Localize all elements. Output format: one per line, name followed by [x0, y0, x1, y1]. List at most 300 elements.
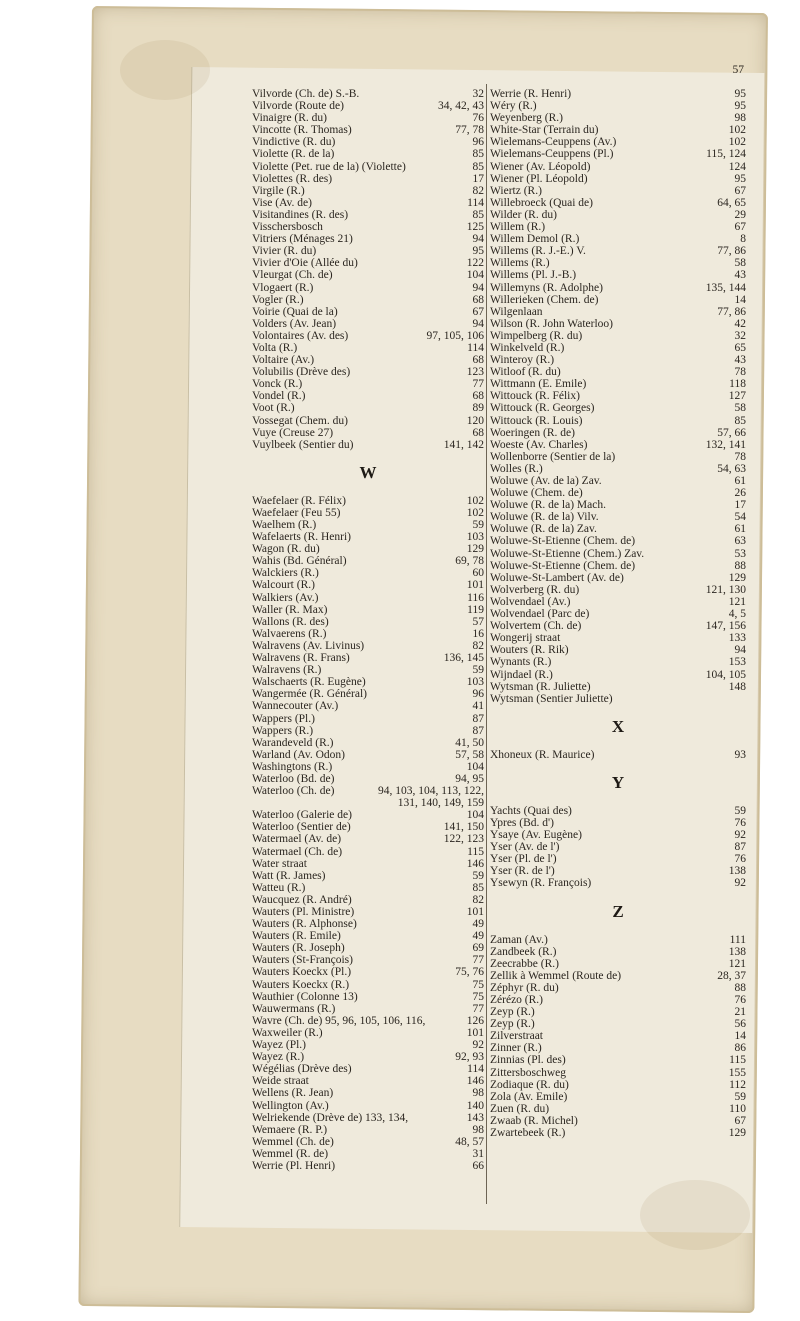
page-numbers: 16 [472, 627, 484, 640]
section-w-continued-list [490, 88, 746, 705]
street-name: Zeyp (R.) [490, 1018, 535, 1031]
street-name: Willem Demol (R.) [490, 233, 580, 246]
street-name: Wemmel (Ch. de) [252, 1135, 334, 1148]
street-name: Wilgenlaan [490, 305, 543, 318]
page-numbers: 98 [472, 1087, 484, 1100]
street-name: Vuye (Creuse 27) [252, 426, 334, 439]
index-entry [490, 257, 746, 269]
street-name: Waterloo (Bd. de) [252, 772, 335, 785]
street-name: Visitandines (R. des) [252, 208, 349, 221]
street-name: Woluwe (Chem. de) [490, 487, 583, 500]
street-name: Wafelaerts (R. Henri) [252, 531, 352, 544]
street-name: Zellik à Wemmel (Route de) [490, 969, 622, 982]
page-numbers: 8 [740, 233, 746, 246]
street-name: Wappers (Pl.) [252, 712, 315, 725]
street-name: Ysaye (Av. Eugène) [490, 829, 582, 842]
street-name: Violette (Pet. rue de la) (Violette) [252, 160, 406, 173]
street-name: Werrie (R. Henri) [490, 88, 572, 100]
index-entry [252, 604, 484, 616]
street-name: Violettes (R. des) [252, 172, 333, 185]
page-numbers: 94 [734, 644, 746, 657]
street-name: Woluwe-St-Etienne (Chem. de) [490, 535, 636, 548]
page-numbers: 97, 105, 106 [426, 329, 484, 342]
index-entry [252, 378, 484, 390]
page-numbers: 77 [472, 954, 484, 967]
street-name: Zeyp (R.) [490, 1006, 535, 1019]
page-numbers: 76 [734, 994, 746, 1006]
index-entry [252, 1075, 484, 1087]
street-name: Zittersboschweg [490, 1066, 567, 1079]
index-entry [252, 894, 484, 906]
page-numbers: 141, 150 [443, 821, 484, 834]
page-numbers: 114 [467, 1063, 484, 1076]
street-name: Wauters (R. Joseph) [252, 942, 345, 955]
page-numbers: 101 [466, 906, 484, 918]
page-numbers: 155 [728, 1066, 746, 1079]
index-entry [252, 773, 484, 785]
street-name: Virgile (R.) [252, 184, 305, 197]
index-entry [490, 535, 746, 547]
street-name: Wittmann (E. Emile) [490, 378, 587, 391]
index-entry [252, 282, 484, 294]
index-entry [252, 652, 484, 664]
page-numbers: 58 [734, 257, 746, 270]
paper-stain [120, 40, 210, 100]
index-entry [252, 112, 484, 124]
street-name: Ypres (Bd. d') [490, 816, 554, 829]
street-name: Waterloo (Ch. de) [252, 785, 335, 798]
street-name: Winteroy (R.) [490, 354, 555, 367]
page-numbers: 56 [734, 1018, 746, 1031]
page-numbers: 104 [466, 269, 484, 282]
index-entry [252, 761, 484, 773]
page-numbers: 102 [466, 494, 484, 507]
index-entry [490, 112, 746, 124]
page-numbers: 69, 78 [455, 555, 484, 568]
index-entry [252, 257, 484, 269]
page-numbers: 82 [472, 893, 484, 906]
street-name: Woluwe (Av. de la) Zav. [490, 475, 602, 487]
index-entry [490, 161, 746, 173]
index-entry [252, 507, 484, 519]
page-numbers: 121 [728, 595, 746, 608]
street-name: Vincotte (R. Thomas) [252, 124, 352, 137]
street-name: Wolvendael (Parc de) [490, 608, 590, 621]
street-name: Woeringen (R. de) [490, 426, 575, 439]
index-entry [252, 906, 484, 918]
page-numbers: 122 [466, 257, 484, 270]
street-name: Wemaere (R. P.) [252, 1123, 328, 1136]
street-name: Yser (Av. de l') [490, 841, 560, 854]
index-entry [490, 366, 746, 378]
index-entry [252, 124, 484, 136]
page-numbers: 82 [472, 639, 484, 652]
street-name: Woluwe (R. de la) Vilv. [490, 511, 599, 524]
street-name: Willerieken (Chem. de) [490, 293, 599, 306]
index-entry [490, 596, 746, 608]
page-numbers: 131, 140, 149, 159 [397, 797, 484, 810]
index-entry [252, 749, 484, 761]
index-entry [490, 294, 746, 306]
page-numbers: 57 [472, 615, 484, 628]
page-numbers: 94 [472, 281, 484, 294]
page-numbers: 102 [466, 506, 484, 519]
index-entry [252, 1112, 484, 1124]
index-entry [252, 1003, 484, 1015]
street-name: Vivier d'Oie (Allée du) [252, 257, 358, 270]
index-entry [490, 221, 746, 233]
page-numbers: 17 [472, 172, 484, 185]
index-entry [490, 197, 746, 209]
page-numbers: 60 [472, 567, 484, 580]
page-numbers: 136, 145 [443, 652, 484, 665]
street-name: Vondel (R.) [252, 390, 306, 403]
index-entry [490, 100, 746, 112]
page-numbers: 75 [472, 978, 484, 991]
page-numbers: 103 [466, 531, 484, 544]
page-numbers: 21 [734, 1006, 746, 1019]
index-entry [252, 713, 484, 725]
page-numbers: 125 [466, 221, 484, 234]
page-numbers: 103 [466, 676, 484, 689]
index-entry [490, 946, 746, 958]
index-entry [252, 737, 484, 749]
street-name: Waucquez (R. André) [252, 893, 352, 906]
street-name: Wollenborre (Sentier de la) [490, 450, 616, 463]
page-numbers: 61 [734, 475, 746, 487]
street-name: Wilder (R. du) [490, 208, 557, 221]
street-name: Zinner (R.) [490, 1042, 542, 1055]
street-name: Wannecouter (Av.) [252, 700, 339, 713]
page-numbers: 116 [467, 591, 484, 604]
index-entry [252, 942, 484, 954]
page-numbers: 153 [728, 656, 746, 669]
page-numbers: 129 [466, 543, 484, 556]
street-name: Walckiers (R.) [252, 567, 319, 580]
page-numbers: 101 [466, 1026, 484, 1039]
page-numbers: 85 [472, 148, 484, 161]
street-name: Voirie (Quai de la) [252, 305, 338, 318]
street-name: Wauters (R. Emile) [252, 930, 341, 943]
index-entry [252, 221, 484, 233]
index-entry [490, 817, 746, 829]
index-entry [490, 1115, 746, 1127]
street-name: Warland (Av. Odon) [252, 748, 345, 761]
top-page-number [714, 64, 744, 76]
index-entry [490, 439, 746, 451]
index-entry [490, 148, 746, 160]
page-numbers: 54, 63 [717, 462, 746, 475]
index-entry [252, 1136, 484, 1148]
street-name: Ysewyn (R. François) [490, 877, 592, 890]
street-name: Xhoneux (R. Maurice) [490, 748, 595, 761]
street-name: White-Star (Terrain du) [490, 124, 599, 137]
section-y-list [490, 805, 746, 890]
index-entry [490, 693, 746, 705]
street-name: Zwaab (R. Michel) [490, 1114, 578, 1127]
index-entry [252, 427, 484, 439]
street-name: Walravens (R.) [252, 664, 322, 677]
page-numbers: 96 [472, 136, 484, 149]
index-entry [490, 853, 746, 865]
index-entry [490, 560, 746, 572]
index-entry [490, 584, 746, 596]
page-numbers: 95 [734, 172, 746, 185]
street-name: Woluwe (R. de la) Zav. [490, 523, 597, 536]
index-entry [490, 548, 746, 560]
page-numbers: 76 [734, 816, 746, 829]
page-numbers: 95 [734, 88, 746, 100]
index-entry [490, 463, 746, 475]
street-name: Walkiers (Av.) [252, 591, 319, 604]
page-numbers: 69 [472, 942, 484, 955]
index-entry [490, 681, 746, 693]
street-name: Walvaerens (R.) [252, 627, 327, 640]
index-entry [252, 136, 484, 148]
index-entry [252, 233, 484, 245]
page-numbers: 115, 124 [706, 148, 746, 161]
street-name: Vise (Av. de) [252, 196, 312, 209]
index-entry [490, 209, 746, 221]
street-name: Wittouck (R. Louis) [490, 414, 583, 427]
page-numbers: 138 [728, 865, 746, 878]
street-name: Zuen (R. du) [490, 1102, 550, 1115]
page-numbers: 68 [472, 354, 484, 367]
index-entry [252, 555, 484, 567]
page-numbers: 92, 93 [455, 1051, 484, 1064]
page-numbers: 127 [728, 390, 746, 403]
page-numbers: 86 [734, 1042, 746, 1055]
index-entry [490, 970, 746, 982]
index-entry [252, 390, 484, 402]
street-name: Werrie (Pl. Henri) [252, 1159, 336, 1172]
street-name: Woluwe-St-Etienne (Chem. de) [490, 559, 636, 572]
index-entry [252, 439, 484, 451]
page-numbers: 57, 58 [455, 748, 484, 761]
street-name: Volontaires (Av. des) [252, 329, 349, 342]
street-name: Wauters (R. Alphonse) [252, 918, 357, 931]
street-name: Wytsman (Sentier Juliette) [490, 692, 613, 705]
street-name: Wauters Koeckx (R.) [252, 978, 350, 991]
page-numbers: 59 [734, 804, 746, 817]
street-name: Violette (R. de la) [252, 148, 335, 161]
street-name: Washingtons (R.) [252, 760, 333, 773]
street-name: Weyenberg (R.) [490, 112, 563, 125]
page-numbers: 61 [734, 523, 746, 536]
page-numbers: 76 [472, 112, 484, 125]
page-numbers: 14 [734, 1030, 746, 1043]
index-entry [490, 378, 746, 390]
street-name: Wimpelberg (R. du) [490, 329, 583, 342]
street-name: Warandeveld (R.) [252, 736, 334, 749]
page-numbers [740, 693, 746, 705]
index-entry [490, 511, 746, 523]
street-name: Willems (R.) [490, 257, 550, 270]
street-name: Wégélias (Drève des) [252, 1063, 352, 1076]
index-entry [490, 451, 746, 463]
index-entry [252, 1027, 484, 1039]
index-entry [252, 979, 484, 991]
page-numbers: 96 [472, 688, 484, 701]
index-entry [490, 608, 746, 620]
page-numbers: 63 [734, 535, 746, 548]
page-numbers: 53 [734, 547, 746, 560]
street-name: Yachts (Quai des) [490, 804, 572, 817]
street-name: Waefelaer (R. Félix) [252, 494, 346, 507]
index-entry [490, 499, 746, 511]
index-entry [490, 402, 746, 414]
index-entry [490, 644, 746, 656]
street-name: Wappers (R.) [252, 724, 314, 737]
index-entry [490, 233, 746, 245]
page-numbers: 121, 130 [705, 583, 746, 596]
street-name: Wéry (R.) [490, 100, 537, 113]
index-entry [490, 185, 746, 197]
index-entry [252, 495, 484, 507]
page-numbers: 138 [728, 945, 746, 958]
street-name: Zwartebeek (R.) [490, 1127, 566, 1140]
index-entry [252, 628, 484, 640]
index-entry [252, 821, 484, 833]
index-entry [490, 749, 746, 761]
page-numbers: 48, 57 [455, 1135, 484, 1148]
index-entry [490, 282, 746, 294]
street-name: Wolverberg (R. du) [490, 583, 580, 596]
index-entry [252, 954, 484, 966]
index-entry [252, 870, 484, 882]
street-name: Vilvorde (Route de) [252, 100, 344, 113]
street-name: Walravens (Av. Livinus) [252, 639, 365, 652]
page-numbers: 102 [728, 136, 746, 149]
page-numbers: 94 [472, 233, 484, 246]
street-name: Zinnias (Pl. des) [490, 1054, 566, 1067]
page-numbers: 41 [472, 700, 484, 713]
index-entry [490, 1030, 746, 1042]
index-entry [490, 934, 746, 946]
page-numbers: 104, 105 [705, 668, 746, 681]
street-name: Zandbeek (R.) [490, 945, 557, 958]
index-entry [252, 640, 484, 652]
street-name: Wagon (R. du) [252, 543, 320, 556]
page-numbers: 54 [734, 511, 746, 524]
page-numbers: 143 [466, 1111, 484, 1124]
index-entry [252, 1087, 484, 1099]
street-name: Watteu (R.) [252, 881, 306, 894]
index-entry [490, 330, 746, 342]
index-entry [252, 664, 484, 676]
index-entry [490, 1018, 746, 1030]
section-w-list [252, 495, 484, 1172]
page-numbers: 122, 123 [443, 833, 484, 846]
index-entry [252, 185, 484, 197]
page-numbers: 104 [466, 809, 484, 822]
street-name: Waxweiler (R.) [252, 1026, 323, 1039]
page-numbers: 87 [734, 841, 746, 854]
index-entry [490, 427, 746, 439]
index-entry [490, 1006, 746, 1018]
page-numbers: 141, 142 [443, 438, 484, 451]
index-entry [252, 197, 484, 209]
page-numbers: 65 [734, 341, 746, 354]
section-v-list [252, 88, 484, 451]
page-numbers: 95 [472, 245, 484, 258]
street-name: Witloof (R. du) [490, 366, 561, 379]
index-entry [252, 991, 484, 1003]
street-name: Walschaerts (R. Eugène) [252, 676, 366, 689]
letter-heading-z: Z [612, 901, 624, 921]
page-numbers: 59 [472, 869, 484, 882]
index-entry [252, 1160, 484, 1172]
page-numbers: 68 [472, 293, 484, 306]
index-entry [252, 294, 484, 306]
index-entry [252, 1051, 484, 1063]
street-name: Vilvorde (Ch. de) S.-B. [252, 88, 360, 100]
page-numbers: 4, 5 [728, 608, 746, 621]
page-numbers: 104 [466, 760, 484, 773]
index-entry [252, 245, 484, 257]
right-index-column [490, 88, 746, 1139]
index-entry [252, 882, 484, 894]
street-name: Vinaigre (R. du) [252, 112, 327, 125]
page-numbers: 98 [734, 112, 746, 125]
index-entry [252, 1063, 484, 1075]
index-entry [490, 632, 746, 644]
street-name: Vleurgat (Ch. de) [252, 269, 333, 282]
page-numbers: 34, 42, 43 [438, 100, 484, 113]
index-entry [252, 88, 484, 100]
index-entry [490, 669, 746, 681]
page-numbers: 114 [467, 196, 484, 209]
index-entry [252, 366, 484, 378]
page-numbers: 120 [466, 414, 484, 427]
page-numbers: 75 [472, 990, 484, 1003]
page-numbers: 114 [467, 341, 484, 354]
street-name: Walcourt (R.) [252, 579, 315, 592]
street-name: Wolvertem (Ch. de) [490, 620, 582, 633]
index-entry [490, 354, 746, 366]
page-numbers: 58 [734, 402, 746, 415]
page-numbers: 92 [472, 1039, 484, 1052]
index-entry [490, 994, 746, 1006]
top-page-number-text: 57 [732, 64, 744, 76]
letter-heading-y: Y [611, 772, 625, 792]
street-name: Willem (R.) [490, 221, 546, 234]
page-numbers: 67 [472, 305, 484, 318]
page-numbers: 66 [472, 1159, 484, 1172]
index-entry [490, 88, 746, 100]
page-numbers: 124 [728, 160, 746, 173]
index-entry [252, 785, 484, 797]
index-entry [490, 269, 746, 281]
page-numbers: 94, 103, 104, 113, 122, [378, 785, 484, 798]
index-entry [490, 390, 746, 402]
index-entry [490, 877, 746, 889]
page-numbers: 85 [734, 414, 746, 427]
page-numbers: 57, 66 [717, 426, 746, 439]
street-name: Vuylbeek (Sentier du) [252, 438, 354, 451]
index-entry [490, 958, 746, 970]
index-entry [490, 1067, 746, 1079]
street-name: Willems (Pl. J.-B.) [490, 269, 577, 282]
page-numbers: 88 [734, 559, 746, 572]
page-numbers: 77 [472, 378, 484, 391]
page-numbers: 121 [728, 957, 746, 970]
page-numbers: 133 [728, 632, 746, 645]
street-name: Wangermée (R. Général) [252, 688, 367, 701]
left-index-column [252, 88, 484, 1172]
index-entry [490, 1042, 746, 1054]
index-entry [252, 519, 484, 531]
